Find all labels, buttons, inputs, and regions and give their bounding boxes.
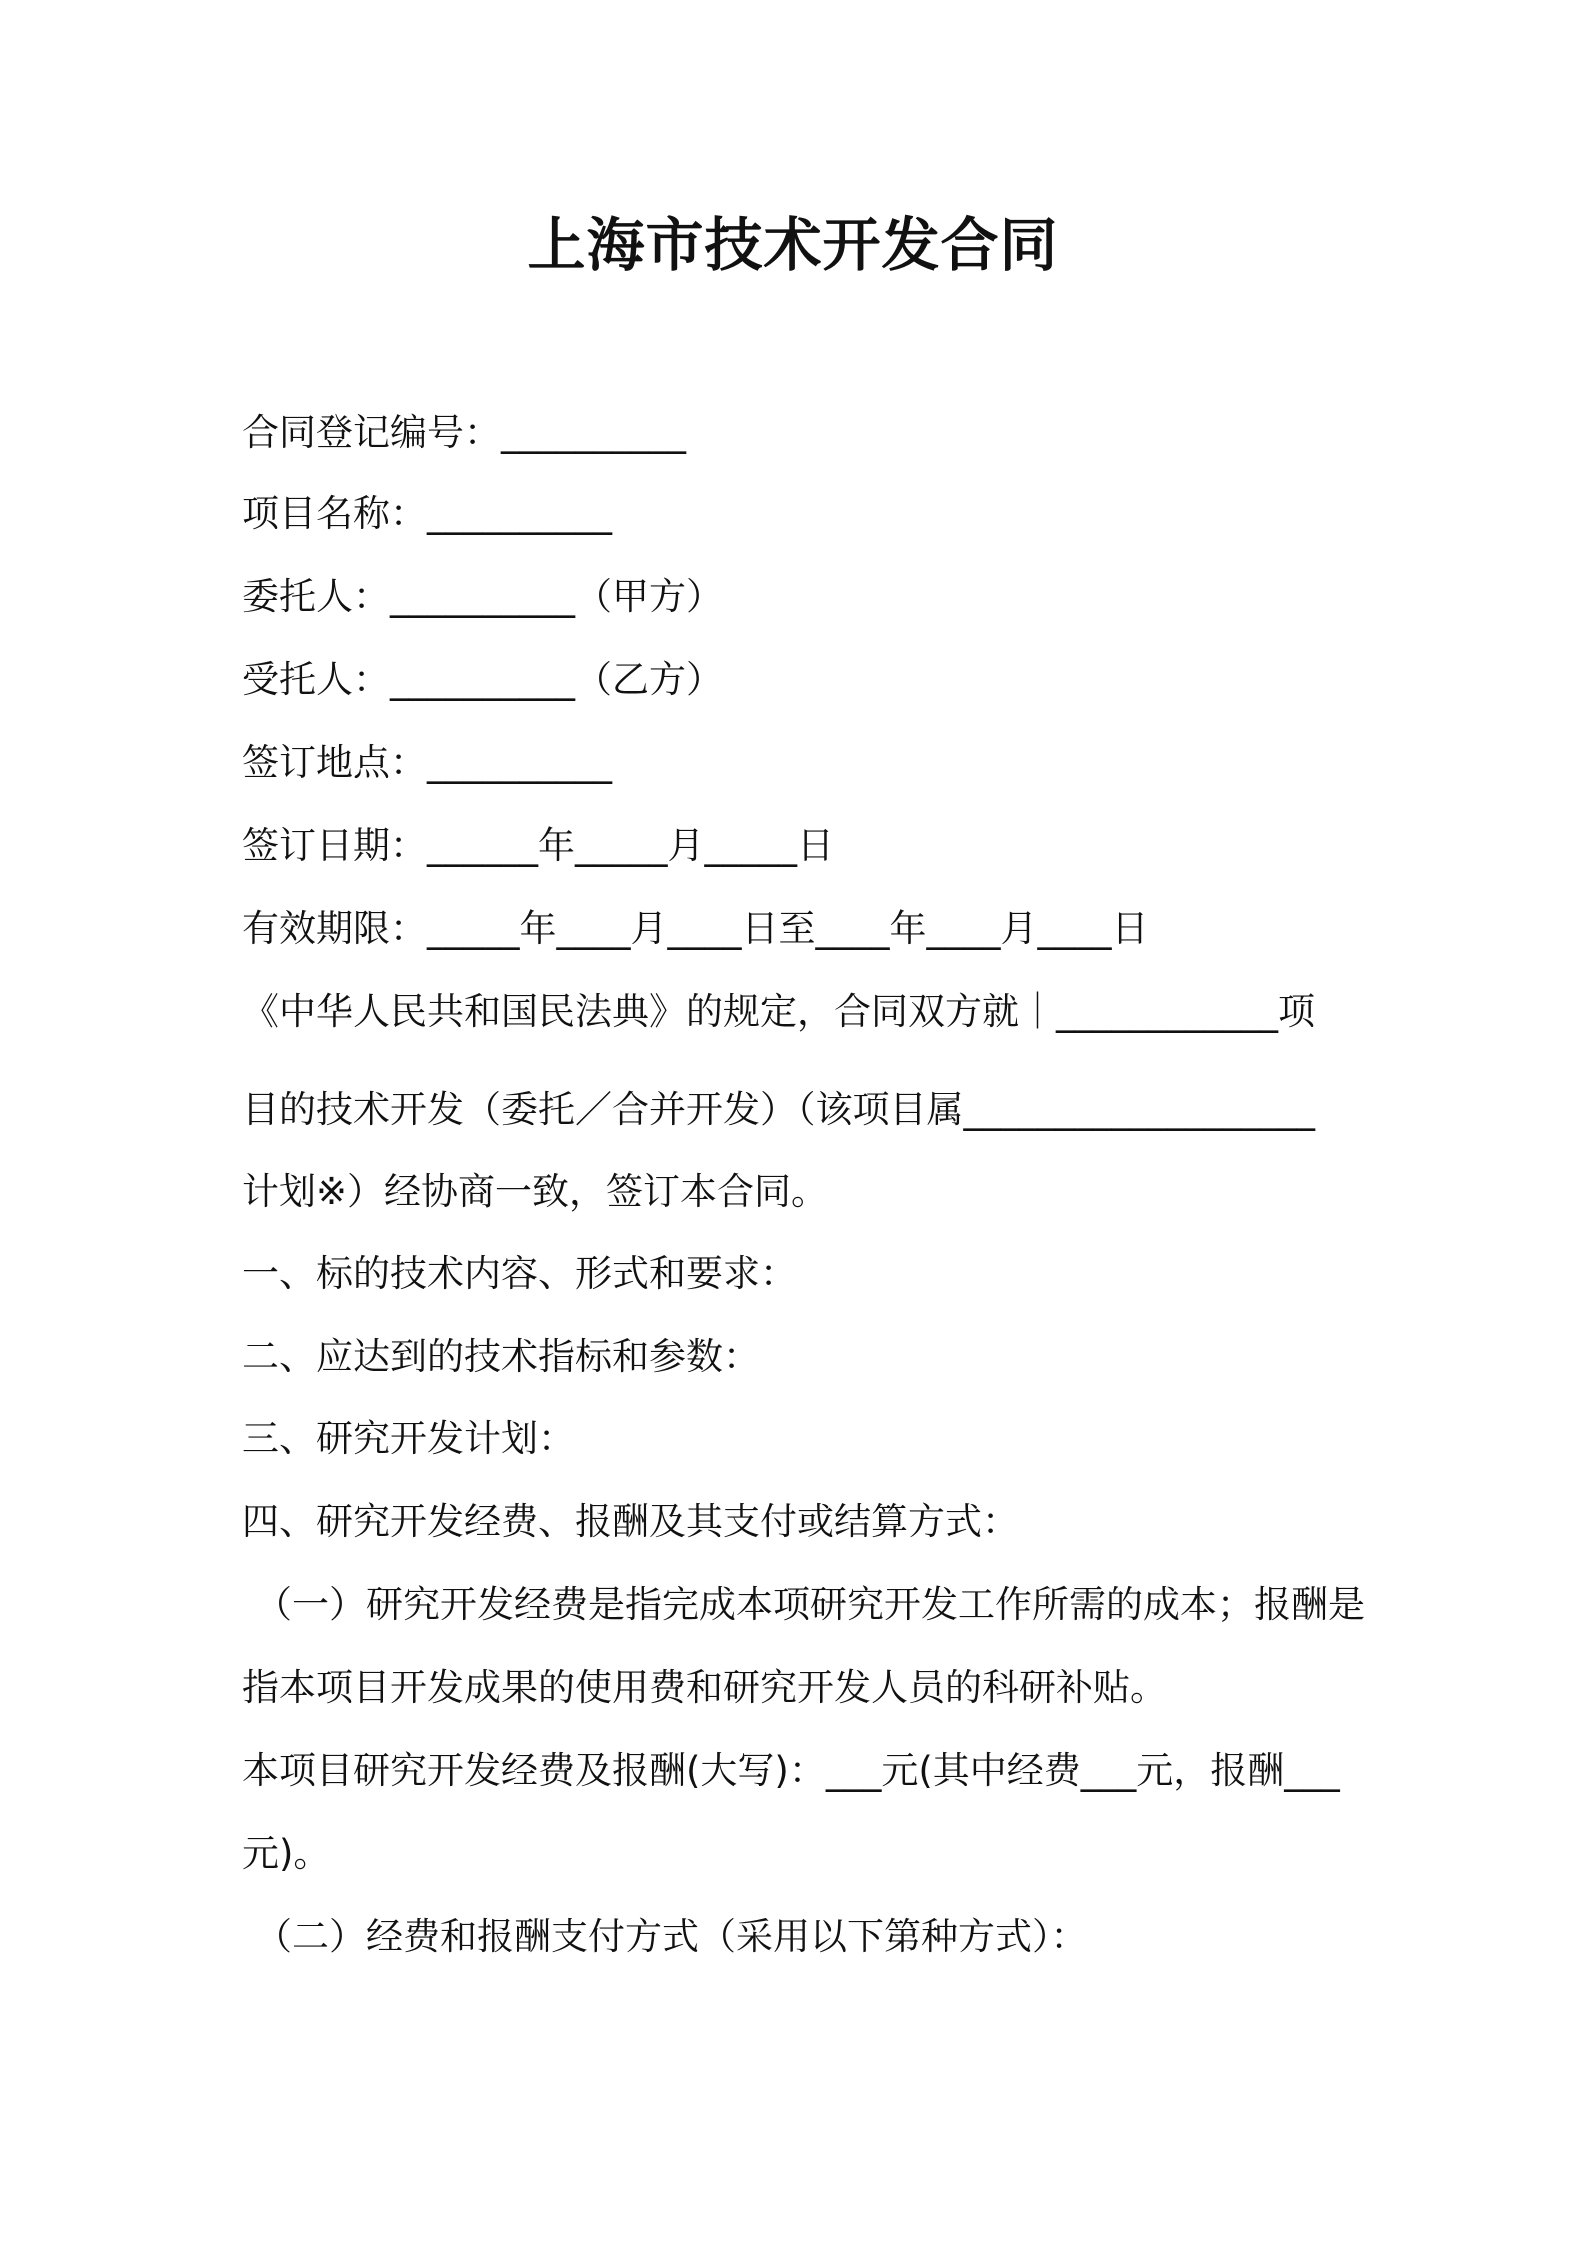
section-heading: 二、应达到的技术指标和参数：	[242, 1335, 760, 1378]
clause-text: 指本项目开发成果的使用费和研究开发人员的科研补贴。	[242, 1666, 1167, 1709]
field-contractor: 受托人：__________（乙方）	[242, 658, 723, 701]
field-client: 委托人：__________（甲方）	[242, 575, 723, 618]
field-signing-date: 签订日期：______年_____月_____日	[242, 824, 834, 867]
field-validity: 有效期限：_____年____月____日至____年____月____日	[242, 907, 1149, 950]
preamble-line: 计划※）经协商一致，签订本合同。	[242, 1170, 829, 1213]
document-title: 上海市技术开发合同	[527, 211, 1059, 279]
section-heading: 三、研究开发计划：	[242, 1417, 575, 1460]
preamble-line: 《中华人民共和国民法典》的规定，合同双方就｜____________项	[242, 990, 1315, 1033]
section-heading: 四、研究开发经费、报酬及其支付或结算方式：	[242, 1500, 1019, 1543]
field-signing-place: 签订地点：__________	[242, 741, 612, 784]
preamble-line: 目的技术开发（委托／合并开发）（该项目属___________________	[242, 1088, 1315, 1131]
field-registration-no: 合同登记编号：__________	[242, 411, 686, 454]
field-project-name: 项目名称：__________	[242, 492, 612, 535]
fee-line: 本项目研究开发经费及报酬(大写)：___元(其中经费___元，报酬___	[242, 1749, 1340, 1792]
section-heading: 一、标的技术内容、形式和要求：	[242, 1252, 797, 1295]
clause-text: （二）经费和报酬支付方式（采用以下第种方式）：	[255, 1915, 1088, 1958]
fee-line: 元)。	[242, 1832, 331, 1875]
clause-text: （一）研究开发经费是指完成本项研究开发工作所需的成本；报酬是	[255, 1583, 1365, 1626]
